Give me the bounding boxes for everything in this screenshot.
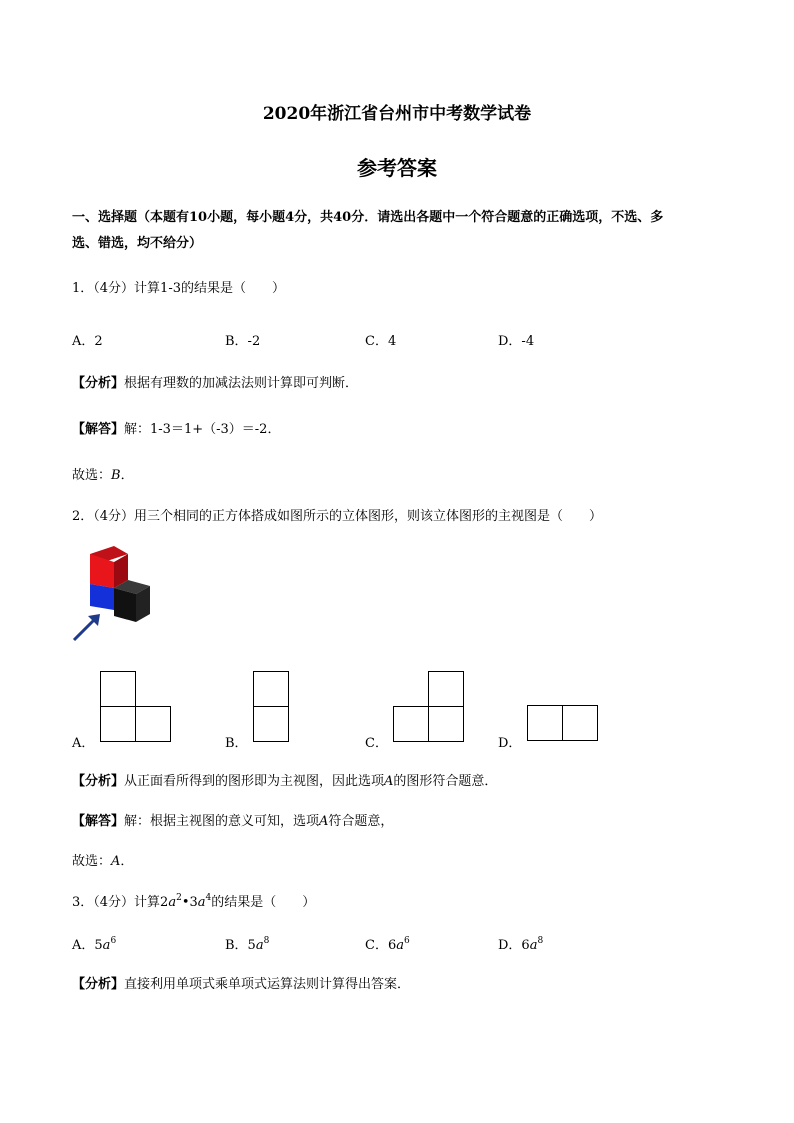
q2-choice: 故选：A． <box>72 854 134 869</box>
q3-option-b: B．$5a^8$ <box>225 936 270 953</box>
q2-choice-letter: A <box>111 854 121 869</box>
q2-option-a: A． <box>72 736 95 751</box>
q3-option-d: D．$6a^8$ <box>498 936 544 953</box>
q2-analysis: 【分析】从正面看所得到的图形即为主视图，因此选项A的图形符合题意． <box>72 774 498 789</box>
section-heading-line1: 一、选择题（本题有10小题，每小题4分，共40分．请选出各题中一个符合题意的正确选项，不选、多 <box>72 210 664 225</box>
analysis-text: 根据有理数的加减法法则计算即可判断． <box>124 376 359 391</box>
q2-option-d: D． <box>498 736 522 751</box>
q2-figure-a <box>100 671 174 743</box>
view-arrow <box>74 618 96 640</box>
page-subtitle: 参考答案 <box>357 156 437 180</box>
q3-analysis: 【分析】直接利用单项式乘单项式运算法则计算得出答案． <box>72 977 411 992</box>
q2-stem: 2．（4分）用三个相同的正方体搭成如图所示的立体图形，则该立体图形的主视图是（ ） <box>72 509 603 524</box>
q3-option-c: C．$6a^6$ <box>365 936 410 953</box>
page-title: 2020年浙江省台州市中考数学试卷 <box>262 104 532 124</box>
q3-stem: 3．（4分）计算$2a^2•3a^4$的结果是（ ） <box>72 893 316 910</box>
q2-figure-b <box>253 671 293 743</box>
answer-text: 解：1-3＝1+（-3）＝-2． <box>124 422 281 437</box>
q2-option-c: C． <box>365 736 388 751</box>
q2-option-b: B． <box>225 736 248 751</box>
q1-option-b: B．-2 <box>225 334 261 349</box>
q1-option-c: C．4 <box>365 334 397 349</box>
q2-cube-figure <box>66 546 161 646</box>
answer-tag: 【解答】 <box>72 422 125 437</box>
q1-answer <box>72 420 280 440</box>
q1-choice-letter: B <box>111 468 121 483</box>
analysis-tag: 【分析】 <box>72 376 125 391</box>
q2-figure-d <box>527 705 601 743</box>
q2-figure-c <box>393 671 467 743</box>
q1-stem: 1．（4分）计算1-3的结果是（ ） <box>72 281 285 296</box>
q1-choice: 故选：B． <box>72 468 134 483</box>
q3-option-a: A．$5a^6$ <box>72 936 117 953</box>
q2-answer: 【解答】解：根据主视图的意义可知，选项A符合题意， <box>72 814 394 829</box>
blue-cube-front <box>90 584 114 610</box>
section-heading-line2: 选、错选，均不给分） <box>72 236 203 251</box>
q1-option-d: D．-4 <box>498 334 535 349</box>
q1-analysis <box>72 374 358 394</box>
q1-option-a: A．2 <box>72 334 103 349</box>
